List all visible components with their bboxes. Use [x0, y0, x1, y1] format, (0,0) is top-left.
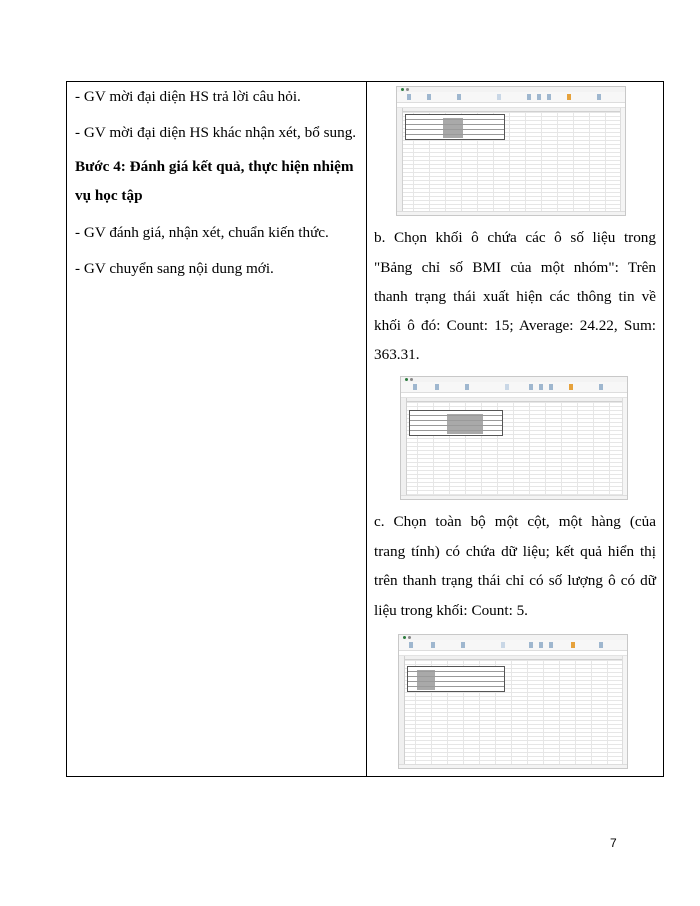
paragraph-answer: - GV mời đại diện HS trả lời câu hỏi.	[75, 88, 301, 105]
b-line-5: 363.31.	[374, 346, 420, 363]
step-heading-line2: vụ học tập	[75, 187, 143, 204]
c-line-4: liệu trong khối: Count: 5.	[374, 602, 528, 619]
excel-screenshot-3	[398, 634, 628, 769]
c-line-3: trên thanh trạng thái chỉ có số lượng ô có dữ	[374, 572, 656, 589]
page-number: 7	[610, 836, 617, 850]
content-table	[66, 81, 664, 777]
b-line-2: "Bảng chỉ số BMI của một nhóm": Trên	[374, 259, 656, 276]
paragraph-comment: - GV mời đại diện HS khác nhận xét, bổ sung.	[75, 124, 357, 141]
c-line-1: c. Chọn toàn bộ một cột, một hàng (của	[374, 513, 656, 530]
paragraph-next: - GV chuyển sang nội dung mới.	[75, 260, 274, 277]
excel-screenshot-2	[400, 376, 628, 500]
paragraph-evaluate: - GV đánh giá, nhận xét, chuẩn kiến thức.	[75, 224, 329, 241]
excel-screenshot-1	[396, 86, 626, 216]
b-line-3: thanh trạng thái xuất hiện các thông tin về	[374, 288, 656, 305]
c-line-2: trang tính) có chứa dữ liệu; kết quả hiển thị	[374, 543, 656, 560]
column-divider	[366, 82, 367, 776]
b-line-1: b. Chọn khối ô chứa các ô số liệu trong	[374, 229, 656, 246]
step-heading-line1: Bước 4: Đánh giá kết quả, thực hiện nhiệm	[75, 158, 354, 175]
b-line-4: khối ô đó: Count: 15; Average: 24.22, Sum:	[374, 317, 656, 334]
